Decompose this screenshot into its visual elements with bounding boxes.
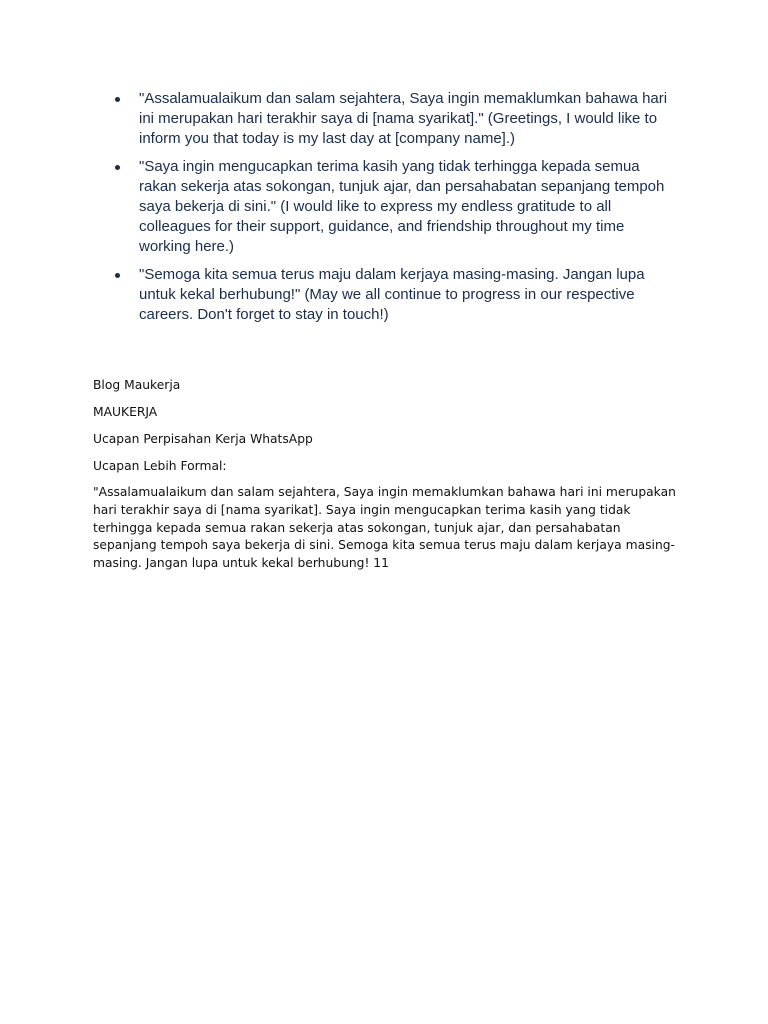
bullet-icon bbox=[115, 97, 120, 102]
bullet-icon bbox=[115, 273, 120, 278]
bullet-list bbox=[93, 89, 673, 332]
formal-greeting-paragraph: "Assalamualaikum dan salam sejahtera, Saya ingin memaklumkan bahawa hari ini merupakan hari terakhir saya di [nama syarikat]. Saya ingin mengucapkan terima kasih yang tidak terhingga kepada semua rakan sekerja atas sokongan, tunjuk ajar, dan persahabatan sepanjang tempoh saya bekerja di sini. Semoga kita semua terus maju dalam kerjaya masing-masing. Jangan lupa untuk kekal berhubung! 11 bbox=[93, 485, 676, 571]
section-subtitle: Ucapan Lebih Formal: bbox=[93, 459, 227, 473]
document-body bbox=[93, 376, 678, 573]
bullet-item bbox=[93, 265, 673, 326]
bullet-item bbox=[93, 157, 673, 258]
bullet-icon bbox=[115, 165, 120, 170]
bullet-text: "Assalamualaikum dan salam sejahtera, Saya ingin memaklumkan bahawa hari ini merupakan hari terakhir saya di [nama syarikat]." (Greetings, I would like to inform you that today is my last day at [company name].) bbox=[139, 90, 668, 148]
brand-name: MAUKERJA bbox=[93, 405, 158, 419]
bullet-text: "Semoga kita semua terus maju dalam kerjaya masing-masing. Jangan lupa untuk kekal berhubung!" (May we all continue to progress in our respective careers. Don't forget to stay in touch!) bbox=[139, 265, 645, 324]
bullet-text: "Saya ingin mengucapkan terima kasih yang tidak terhingga kepada semua rakan sekerja atas sokongan, tunjuk ajar, dan persahabatan sepanjang tempoh saya bekerja di sini." (I would like to express my endless gratitude to all colleagues for their support, guidance, and friendship throughout my time working here.) bbox=[139, 157, 665, 256]
bullet-item bbox=[93, 89, 673, 150]
blog-label: Blog Maukerja bbox=[93, 378, 181, 392]
document-title: Ucapan Perpisahan Kerja WhatsApp bbox=[93, 432, 313, 446]
